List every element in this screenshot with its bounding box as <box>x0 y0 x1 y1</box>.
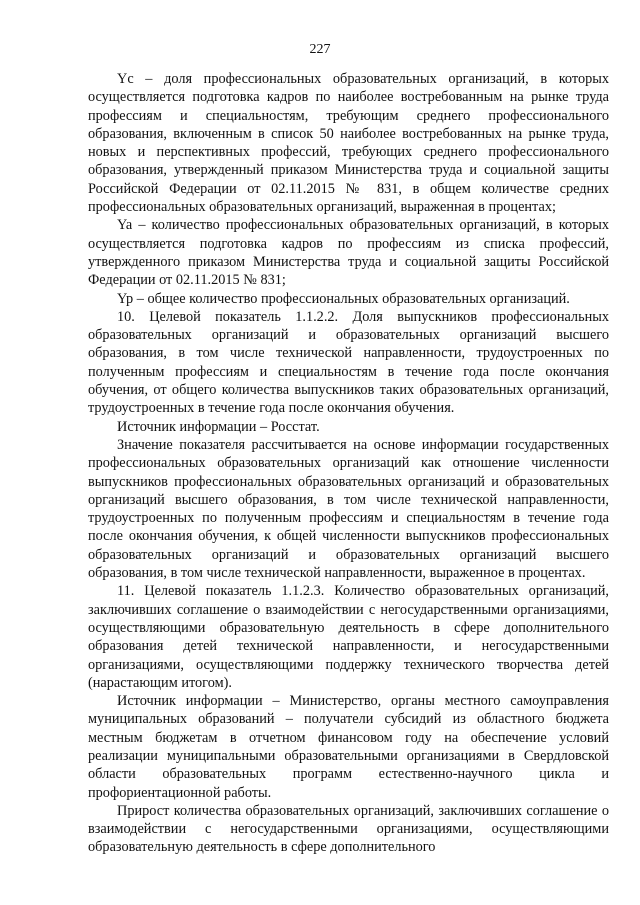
page-number: 227 <box>309 42 331 57</box>
document-body <box>88 70 609 857</box>
paragraph-ya-definition: Ya – количество профессиональных образовательных организаций, в которых осуществляется подготовка кадров по профессиям из списка профессий, утвержденного приказом Министерства труда и социальной защиты Российской Федерации от 02.11.2015 № 831; <box>88 217 609 289</box>
paragraph-yp-definition: Yp – общее количество профессиональных образовательных организаций. <box>117 290 570 307</box>
paragraph-calculation-method: Значение показателя рассчитывается на основе информации государственных профессиональных образовательных организаций как отношение численности выпускников профессиональных образовательных организаций и образовательных организаций высшего образования, в том числе технической направленности, трудоустроенных по полученным профессиям и специальностям в течение года после окончания обучения, к общей численности выпускников профессиональных образовательных организаций и образовательных организаций высшего образования, в том числе технической направленности, выраженное в процентах. <box>88 436 609 582</box>
paragraph-indicator-1-1-2-3: 11. Целевой показатель 1.1.2.3. Количество образовательных организаций, заключивших соглашение о взаимодействии с негосударственными организациями, осуществляющими образовательную деятельность в сфере дополнительного образования детей технической направленности, и негосударственными организациями, осуществляющими поддержку технического творчества детей (нарастающим итогом). <box>88 583 609 691</box>
paragraph-growth-definition: Прирост количества образовательных организаций, заключивших соглашение о взаимодействии с негосударственными организациями, осуществляющими образовательную деятельность в сфере дополнительного <box>88 802 609 856</box>
paragraph-source-rosstat: Источник информации – Росстат. <box>117 418 320 435</box>
paragraph-yc-definition: Yc – доля профессиональных образовательных организаций, в которых осуществляется подготовка кадров по наиболее востребованным на рынке труда профессиям и специальностям, требующим среднего профессионального образования, включенным в список 50 наиболее востребованных на рынке труда, новых и перспективных профессий, требующих среднего профессионального образования, утвержденный приказом Министерства труда и социальной защиты Российской Федерации от 02.11.2015 № 831, в общем количестве средних профессиональных образовательных организаций, выраженная в процентах; <box>88 71 609 216</box>
paragraph-source-ministry: Источник информации – Министерство, органы местного самоуправления муниципальных образований – получатели субсидий из областного бюджета местным бюджетам в отчетном финансовом году на обеспечение условий реализации муниципальными образовательными организациями в Свердловской области образовательных программ естественно-научного цикла и профориентационной работы. <box>88 693 609 801</box>
paragraph-indicator-1-1-2-2: 10. Целевой показатель 1.1.2.2. Доля выпускников профессиональных образовательных организаций и образовательных организаций высшего образования, в том числе технической направленности, трудоустроенных по полученным профессиям и специальностям в течение года после окончания обучения, от общего количества выпускников таких образовательных организаций, трудоустроенных в течение года после окончания обучения. <box>88 308 609 417</box>
